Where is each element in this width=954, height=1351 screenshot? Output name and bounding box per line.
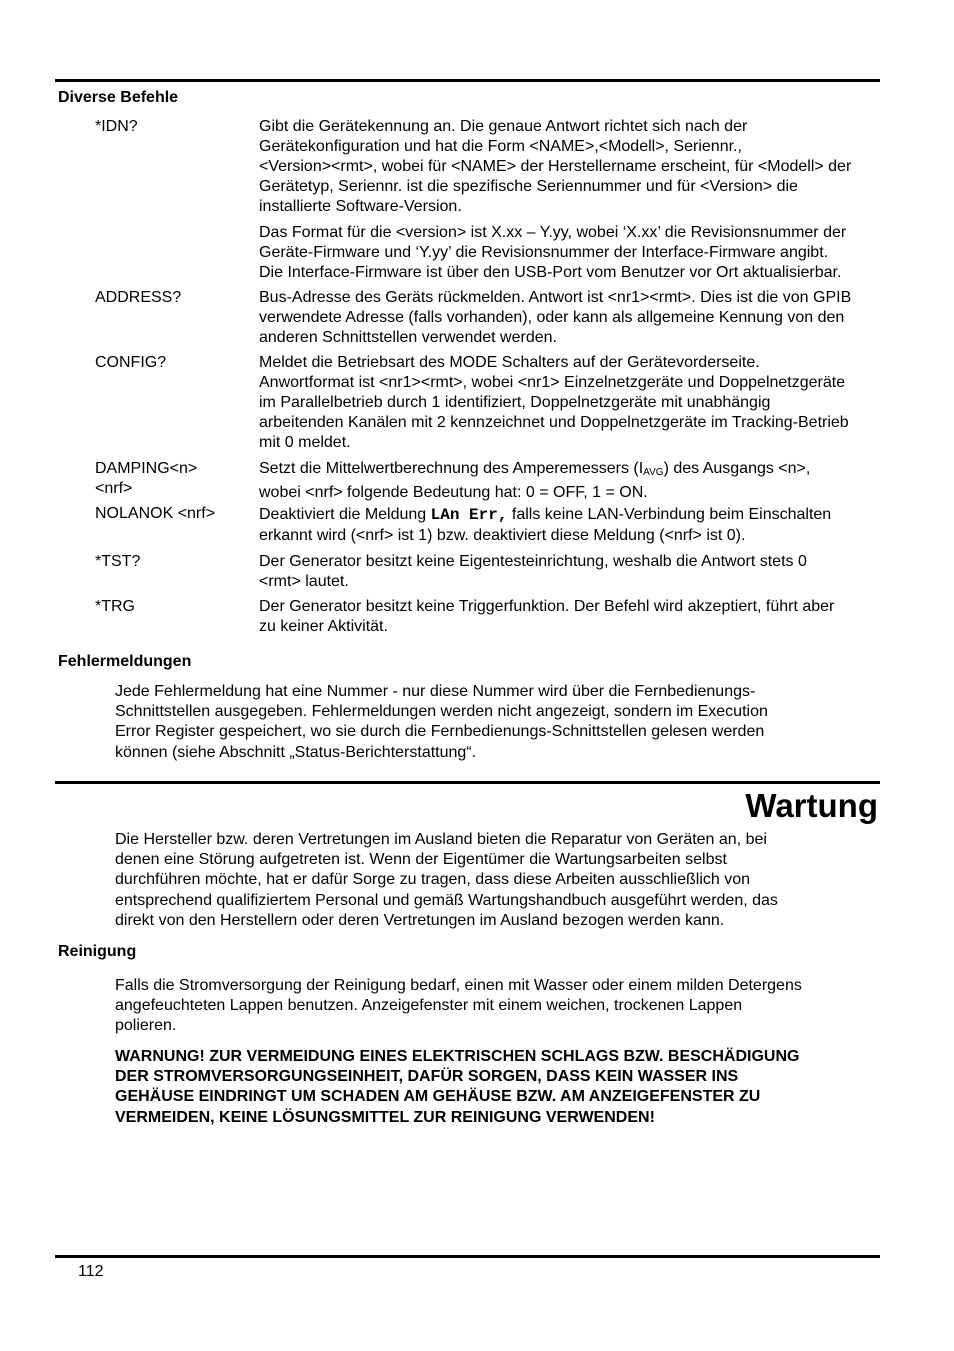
command-name: ADDRESS? xyxy=(95,289,182,306)
command-name: *TST? xyxy=(95,553,141,570)
command-description xyxy=(259,223,919,283)
command-name-line: <nrf> xyxy=(95,480,133,497)
page-number: 112 xyxy=(78,1263,104,1280)
desc-line: Gerätekonfiguration und hat die Form <NAME>,<Modell>, Seriennr., xyxy=(259,138,742,155)
text-line: angefeuchteten Lappen benutzen. Anzeigefenster mit einem weichen, trockenen Lappen xyxy=(115,997,743,1015)
desc-line: installierte Software-Version. xyxy=(259,198,462,215)
text-line: Falls die Stromversorgung der Reinigung bedarf, einen mit Wasser oder einem milden Detergens xyxy=(115,977,802,994)
display-message: LAn Err, xyxy=(430,506,508,524)
command-description xyxy=(259,353,919,453)
command-description xyxy=(259,504,919,546)
command-description xyxy=(259,597,919,637)
text-line: Schnittstellen ausgegeben. Fehlermeldungen werden nicht angezeigt, sondern im Execution xyxy=(115,703,768,721)
section-heading-errors: Fehlermeldungen xyxy=(58,653,192,670)
command-name: NOLANOK <nrf> xyxy=(95,505,216,522)
warning-paragraph xyxy=(115,1047,885,1128)
desc-line: erkannt wird (<nrf> ist 1) bzw. deaktiviert diese Meldung (<nrf> ist 0). xyxy=(259,527,746,544)
text-line: Jede Fehlermeldung hat eine Nummer - nur diese Nummer wird über die Fernbedienungs- xyxy=(115,683,756,700)
desc-line: Bus-Adresse des Geräts rückmelden. Antwort ist <nr1><rmt>. Dies ist die von GPIB xyxy=(259,289,852,306)
text-line: WARNUNG! ZUR VERMEIDUNG EINES ELEKTRISCHEN SCHLAGS BZW. BESCHÄDIGUNG xyxy=(115,1048,800,1065)
command-description xyxy=(259,552,919,592)
command-name: *TRG xyxy=(95,598,135,615)
desc-line xyxy=(259,459,919,483)
section-heading-misc-commands: Diverse Befehle xyxy=(58,89,179,106)
desc-text: falls keine LAN-Verbindung beim Einschalten xyxy=(507,506,832,523)
command-description xyxy=(259,288,919,348)
text-line: polieren. xyxy=(115,1017,177,1035)
top-rule xyxy=(55,79,880,82)
text-line: direkt von den Herstellern oder deren Vertretungen im Ausland bezogen werden kann. xyxy=(115,911,725,929)
desc-line: Gerätetyp, Seriennr. ist die spezifische Seriennummer und für <Version> die xyxy=(259,178,798,195)
desc-text: Deaktiviert die Meldung xyxy=(259,506,431,523)
section-heading-cleaning: Reinigung xyxy=(58,943,137,960)
desc-line: Der Generator besitzt keine Eigentesteinrichtung, weshalb die Antwort stets 0 xyxy=(259,553,807,570)
desc-line: Geräte-Firmware und ‘Y.yy’ die Revisionsnummer der Interface-Firmware angibt. xyxy=(259,244,829,261)
text-line: GEHÄUSE EINDRINGT UM SCHADEN AM GEHÄUSE BZW. AM ANZEIGEFENSTER ZU xyxy=(115,1088,761,1106)
desc-line: <rmt> lautet. xyxy=(259,573,349,590)
desc-line: mit 0 meldet. xyxy=(259,434,351,451)
maintenance-intro xyxy=(115,830,885,931)
text-line: Error Register gespeichert, wo sie durch die Fernbedienungs-Schnittstellen gelesen werden xyxy=(115,723,765,741)
text-line: durchführen möchte, hat er dafür Sorge zu tragen, dass diese Arbeiten ausschließlich von xyxy=(115,871,751,889)
footer-rule xyxy=(55,1255,880,1258)
subscript-avg: AVG xyxy=(643,467,664,478)
chapter-rule xyxy=(55,781,880,784)
desc-line: arbeitenden Kanälen mit 2 kennzeichnet und Doppelnetzgeräte im Tracking-Betrieb xyxy=(259,414,849,431)
command-description xyxy=(259,459,919,503)
desc-line xyxy=(259,504,919,526)
text-line: denen eine Störung aufgetreten ist. Wenn der Eigentümer die Wartungsarbeiten selbst xyxy=(115,851,727,869)
text-line: VERMEIDEN, KEINE LÖSUNGSMITTEL ZUR REINIGUNG VERWENDEN! xyxy=(115,1108,655,1126)
desc-line: Der Generator besitzt keine Triggerfunktion. Der Befehl wird akzeptiert, führt aber xyxy=(259,598,835,615)
desc-line: anderen Schnittstellen verwendet werden. xyxy=(259,329,557,346)
command-description xyxy=(259,117,919,217)
command-name: *IDN? xyxy=(95,118,138,135)
desc-line: wobei <nrf> folgende Bedeutung hat: 0 = OFF, 1 = ON. xyxy=(259,484,648,501)
desc-line: <Version><rmt>, wobei für <NAME> der Herstellername erscheint, für <Modell> der xyxy=(259,158,852,175)
command-name: CONFIG? xyxy=(95,354,167,371)
chapter-title: Wartung xyxy=(745,787,878,824)
desc-line: Anwortformat ist <nr1><rmt>, wobei <nr1> Einzelnetzgeräte und Doppelnetzgeräte xyxy=(259,374,846,391)
desc-line: verwendete Adresse (falls vorhanden), oder kann als allgemeine Kennung von den xyxy=(259,309,845,326)
text-line: DER STROMVERSORGUNGSEINHEIT, DAFÜR SORGEN, DASS KEIN WASSER INS xyxy=(115,1068,739,1086)
text-line: entsprechend qualifiziertem Personal und gemäß Wartungshandbuch ausgeführt werden, das xyxy=(115,891,778,909)
desc-line: Meldet die Betriebsart des MODE Schalters auf der Gerätevorderseite. xyxy=(259,354,760,371)
desc-line: Die Interface-Firmware ist über den USB-Port vom Benutzer vor Ort aktualisierbar. xyxy=(259,264,842,281)
desc-line: zu keiner Aktivität. xyxy=(259,618,388,635)
desc-line: im Parallelbetrieb durch 1 identifiziert, Doppelnetzgeräte mit unabhängig xyxy=(259,394,771,411)
command-name-line: DAMPING<n> xyxy=(95,460,198,477)
errors-paragraph xyxy=(115,682,885,763)
text-line: können (siehe Abschnitt „Status-Berichterstattung“. xyxy=(115,743,477,761)
desc-text: ) des Ausgangs <n>, xyxy=(663,460,811,477)
cleaning-paragraph xyxy=(115,976,885,1037)
desc-line: Das Format für die <version> ist X.xx – Y.yy, wobei ‘X.xx’ die Revisionsnummer der xyxy=(259,224,847,241)
command-name xyxy=(95,459,255,499)
desc-line: Gibt die Gerätekennung an. Die genaue Antwort richtet sich nach der xyxy=(259,118,748,135)
text-line: Die Hersteller bzw. deren Vertretungen im Ausland bieten die Reparatur von Geräten an, bei xyxy=(115,831,767,848)
desc-text: Setzt die Mittelwertberechnung des Amperemessers (I xyxy=(259,460,644,477)
